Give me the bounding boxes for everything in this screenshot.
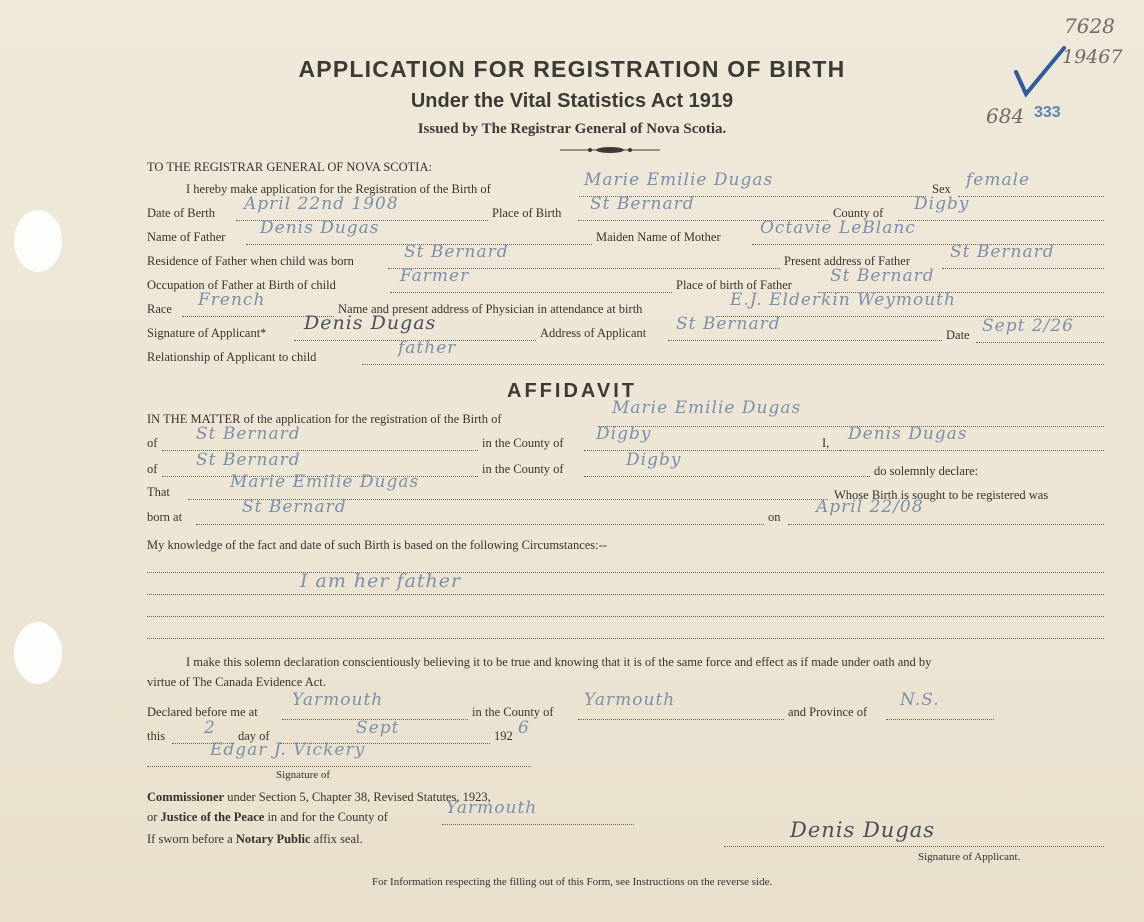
applicant-signature-line [724,846,1104,847]
affidavit-heading: AFFIDAVIT [507,380,637,402]
year-prefix: 192 [494,729,513,743]
occupation-line [390,292,672,293]
matter-name: Marie Emilie Dugas [612,398,802,418]
declaration-text-1: I make this solemn declaration conscientiously believing it to be true and knowing that it is of the same force and effect as if made under oath and by [186,655,932,669]
county-label: County of [833,206,884,220]
circumstance-line-4 [147,638,1104,639]
signature-of-label: Signature of [276,769,331,781]
of-label-2: of [147,462,158,476]
present-address-label: Present address of Father [784,254,911,268]
present-address-value: St Bernard [950,242,1055,262]
race-value: French [198,290,266,310]
affidavit-applicant-signature: Denis Dugas [790,818,936,842]
circumstance-line-3 [147,616,1104,617]
sex-label: Sex [932,182,951,196]
day: 2 [204,718,216,738]
whose-birth-label: Whose Birth is sought to be registered was [834,488,1049,502]
commissioner-bold: Commissioner [147,790,225,804]
margin-number-left: 684 [986,104,1025,128]
father-label: Name of Father [147,230,226,244]
that-name: Marie Emilie Dugas [230,472,420,492]
county-1-line [584,450,850,451]
occupation-label: Occupation of Father at Birth of child [147,278,336,292]
born-at-label: born at [147,510,183,524]
sworn-text-1: If sworn before a [147,832,233,846]
born-on: April 22/08 [816,497,924,517]
relationship-line [362,364,1104,365]
margin-number-second: 19467 [1062,46,1123,68]
knowledge-label: My knowledge of the fact and date of such Birth is based on the following Circumstances:-- [147,538,607,552]
born-at: St Bernard [242,497,347,517]
declaration-text-2: virtue of The Canada Evidence Act. [147,675,326,689]
in-county-label-1: in the County of [482,436,564,450]
month: Sept [356,718,400,738]
physician-label: Name and present address of Physician in attendance at birth [338,302,643,316]
form-subtitle: Under the Vital Statistics Act 1919 [410,90,734,112]
justice-bold: Justice of the Peace [160,810,265,824]
physician-value: E.J. Elderkin Weymouth [730,290,956,310]
sex-line [958,196,1104,197]
on-label: on [768,510,781,524]
province: N.S. [900,690,940,710]
date-line [976,342,1104,343]
occupation-value: Farmer [400,266,470,286]
commissioner-signature-line [147,766,531,767]
county-line [898,220,1104,221]
declared-at: Yarmouth [292,690,384,710]
commissioner-text: under Section 5, Chapter 38, Revised Statutes, 1923, [227,790,491,804]
sex-value: female [966,170,1031,190]
ornament-divider [560,146,660,154]
footer-note: For Information respecting the filling out of this Form, see Instructions on the reverse side. [372,876,773,888]
dob-value: April 22nd 1908 [244,194,399,214]
day-of-label: day of [238,729,270,743]
applicant-address-value: St Bernard [676,314,781,334]
born-at-line [196,524,764,525]
or-label: or [147,810,158,824]
declarant-line [840,450,1104,451]
present-address-line [942,268,1104,269]
residence-value: St Bernard [404,242,509,262]
relationship-label: Relationship of Applicant to child [147,350,317,364]
county-2-line [584,476,870,477]
date-label: Date [946,328,970,342]
father-birthplace-label: Place of birth of Father [676,278,792,292]
race-label: Race [147,302,172,316]
circumstance-line-1 [147,572,1104,573]
in-county-label-2: in the County of [482,462,564,476]
solemnly-label: do solemnly declare: [874,464,979,478]
this-label: this [147,729,166,743]
mother-label: Maiden Name of Mother [596,230,721,244]
matter-label: IN THE MATTER of the application for the registration of the Birth of [147,412,502,426]
that-label: That [147,485,170,499]
commissioner-signature: Edgar J. Vickery [210,740,366,760]
justice-county-line [442,824,634,825]
pob-value: St Bernard [590,194,695,214]
applicant-signature: Denis Dugas [304,312,437,334]
applicant-address-label: Address of Applicant [540,326,647,340]
intro-label: I hereby make application for the Registration of the Birth of [186,182,491,196]
child-name: Marie Emilie Dugas [584,170,774,190]
margin-number-top: 7628 [1064,14,1115,38]
date-value: Sept 2/26 [982,316,1074,336]
signature-label: Signature of Applicant* [147,326,267,340]
punch-hole-top [14,210,62,272]
applicant-address-line [668,340,942,341]
declared-label: Declared before me at [147,705,258,719]
county-of-label: in the County of [472,705,554,719]
declared-county: Yarmouth [584,690,676,710]
circumstance: I am her father [300,570,462,592]
issued-by: Issued by The Registrar General of Nova Scotia. [417,121,727,137]
residence-label: Residence of Father when child was born [147,254,354,268]
punch-hole-bottom [14,622,62,684]
justice-county: Yarmouth [446,798,538,818]
mother-name: Octavie LeBlanc [760,218,916,238]
relationship-value: father [398,338,457,358]
circumstance-line-2 [147,594,1104,595]
year-suffix: 6 [518,718,530,738]
county-2: Digby [626,450,682,470]
declared-county-line [578,719,784,720]
declarant: Denis Dugas [848,424,968,444]
province-label: and Province of [788,705,868,719]
stamp-number: 333 [1034,104,1061,121]
applicant-signature-label: Signature of Applicant. [918,851,1021,863]
of-place-2: St Bernard [196,450,301,470]
form-title: APPLICATION FOR REGISTRATION OF BIRTH [298,56,846,82]
of-label-1: of [147,436,158,450]
father-birthplace-value: St Bernard [830,266,935,286]
to-registrar-line: TO THE REGISTRAR GENERAL OF NOVA SCOTIA: [147,160,432,174]
father-name: Denis Dugas [260,218,380,238]
county-1: Digby [596,424,652,444]
province-line [886,719,994,720]
justice-text: in and for the County of [267,810,388,824]
dob-label: Date of Berth [147,206,216,220]
notary-bold: Notary Public [235,832,311,846]
pob-label: Place of Birth [492,206,562,220]
born-on-line [788,524,1104,525]
county-value: Digby [914,194,970,214]
of-place-1: St Bernard [196,424,301,444]
sworn-text-2: affix seal. [313,832,363,846]
i-label: I, [822,436,830,450]
